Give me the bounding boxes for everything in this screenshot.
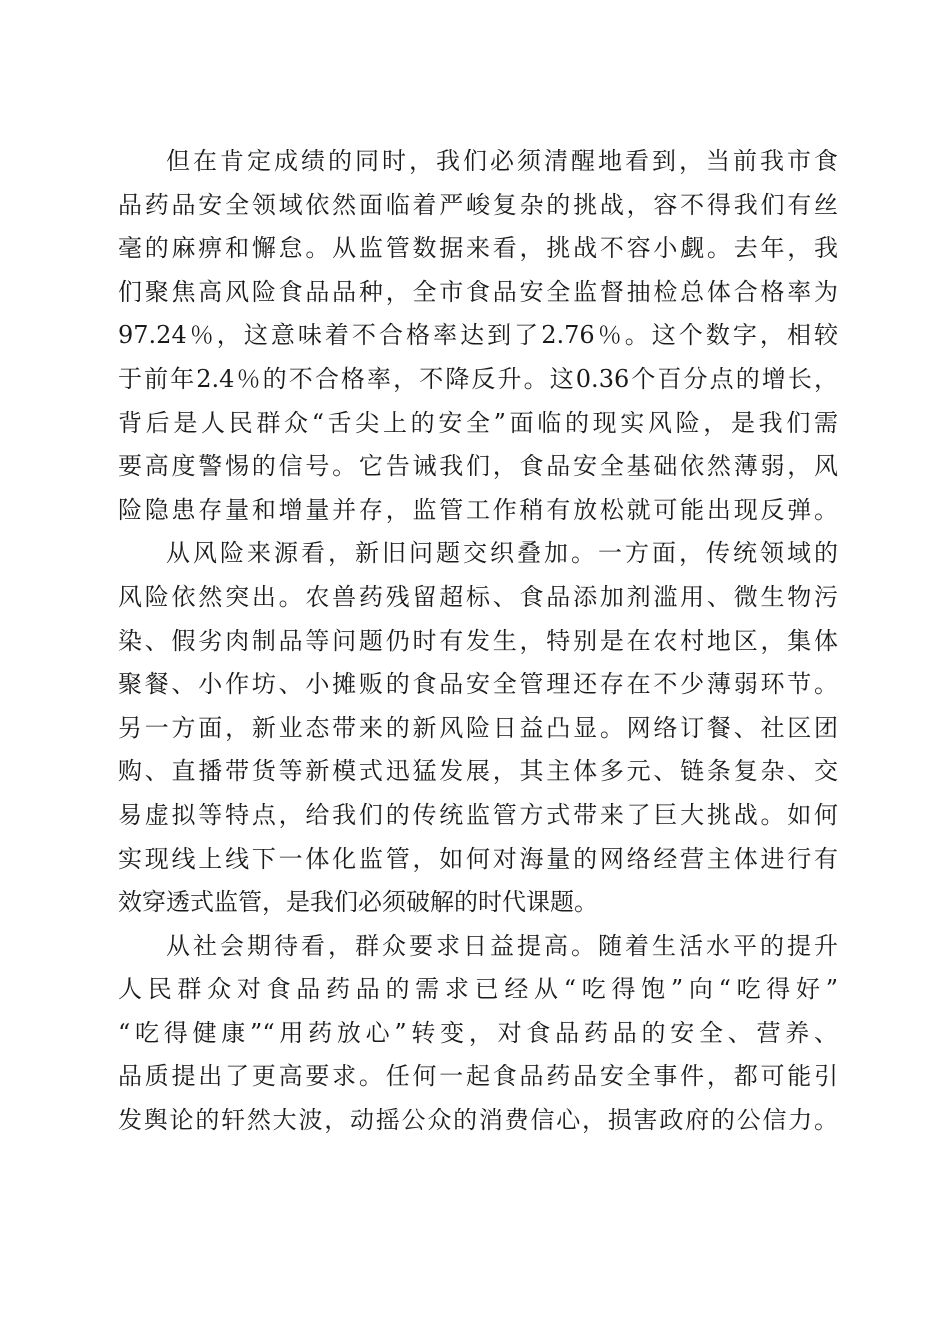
text-line: 97.24％，这意味着不合格率达到了2.76％。这个数字，相较 (118, 321, 838, 350)
text-line: 从风险来源看，新旧问题交织叠加。一方面，传统领域的 (166, 539, 838, 568)
document-page (118, 140, 838, 1143)
text-line: 聚餐、小作坊、小摊贩的食品安全管理还存在不少薄弱环节。 (118, 670, 838, 699)
text-line: 购、直播带货等新模式迅猛发展，其主体多元、链条复杂、交 (118, 757, 838, 786)
text-line: 风险依然突出。农兽药残留超标、食品添加剂滥用、微生物污 (118, 582, 838, 611)
text-line: 于前年2.4％的不合格率，不降反升。这0.36个百分点的增长， (118, 364, 838, 393)
text-line: 另一方面，新业态带来的新风险日益凸显。网络订餐、社区团 (118, 713, 838, 742)
text-line: 们聚焦高风险食品品种，全市食品安全监督抽检总体合格率为 (118, 277, 838, 306)
paragraph-2 (118, 532, 838, 924)
text-line: 品质提出了更高要求。任何一起食品药品安全事件，都可能引 (118, 1062, 838, 1091)
paragraph-1 (118, 140, 838, 532)
text-line: 发舆论的轩然大波，动摇公众的消费信心，损害政府的公信力。 (118, 1106, 838, 1135)
text-line: 实现线上线下一体化监管，如何对海量的网络经营主体进行有 (118, 844, 838, 873)
text-line: 人民群众对食品药品的需求已经从“吃得饱”向“吃得好” (118, 975, 838, 1004)
text-line: 易虚拟等特点，给我们的传统监管方式带来了巨大挑战。如何 (118, 800, 838, 829)
text-line: 但在肯定成绩的同时，我们必须清醒地看到，当前我市食 (166, 147, 838, 175)
text-line: 要高度警惕的信号。它告诫我们，食品安全基础依然薄弱，风 (118, 452, 838, 481)
text-line: 效穿透式监管，是我们必须破解的时代课题。 (118, 888, 598, 917)
text-line: 毫的麻痹和懈怠。从监管数据来看，挑战不容小觑。去年，我 (118, 234, 838, 263)
text-line: 品药品安全领域依然面临着严峻复杂的挑战，容不得我们有丝 (118, 190, 838, 219)
text-line: 染、假劣肉制品等问题仍时有发生，特别是在农村地区，集体 (118, 626, 838, 655)
text-line: 险隐患存量和增量并存，监管工作稍有放松就可能出现反弹。 (118, 495, 838, 524)
text-line: 从社会期待看，群众要求日益提高。随着生活水平的提升 (166, 931, 838, 960)
text-line: “吃得健康”“用药放心”转变，对食品药品的安全、营养、 (118, 1018, 838, 1047)
text-line: 背后是人民群众“舌尖上的安全”面临的现实风险，是我们需 (118, 408, 838, 437)
paragraph-3 (118, 925, 838, 1143)
